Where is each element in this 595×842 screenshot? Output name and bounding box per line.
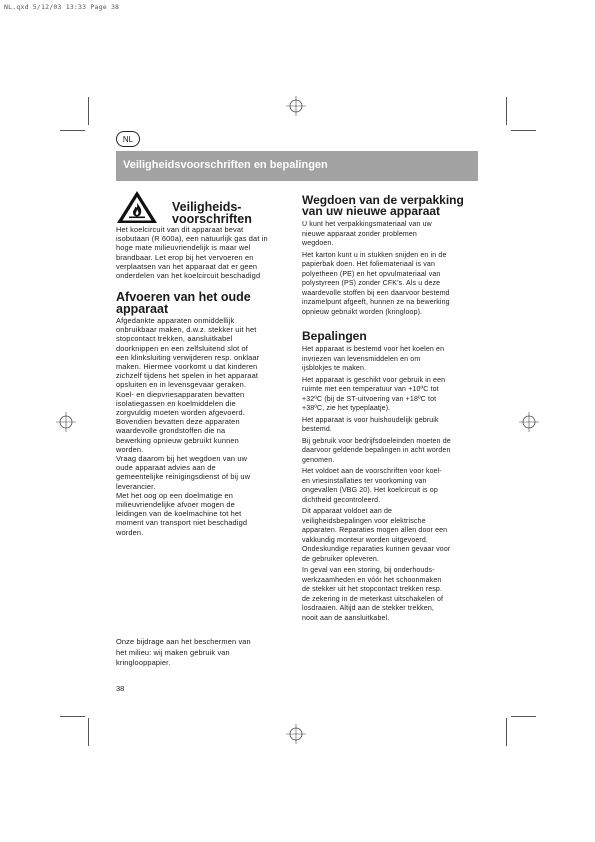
regulations-heading: Bepalingen bbox=[302, 329, 367, 343]
language-badge: NL bbox=[116, 131, 140, 147]
text-line: brandbaar. Let erop bij het vervoeren en bbox=[116, 252, 254, 262]
text-line: opsluiten en in levensgevaar geraken. bbox=[116, 380, 247, 390]
text-line: leverancier. bbox=[116, 481, 156, 491]
flammable-warning-icon bbox=[116, 190, 158, 224]
text-line: en vriesinstallaties ter voorkoming van bbox=[302, 477, 427, 485]
paragraph bbox=[302, 566, 482, 623]
text-line: doorknippen en een zelfsluitend slot of bbox=[116, 343, 248, 353]
text-line: ongevallen (VBG 20). Het koelcircuit is op bbox=[302, 487, 438, 494]
disposal-heading-line: Afvoeren van het oude bbox=[116, 290, 251, 304]
text-line: maken. Hiermee voorkomt u dat kinderen bbox=[116, 362, 258, 372]
text-line: daarvoor geldende bepalingen in acht worden bbox=[302, 447, 451, 454]
text-line: Dit apparaat voldoet aan de bbox=[302, 508, 393, 515]
text-line: Bovendien bevatten deze apparaten bbox=[116, 417, 240, 427]
crop-mark bbox=[60, 130, 85, 131]
text-line: nooit aan de aansluitkabel. bbox=[302, 614, 390, 622]
text-line: vakkundig monteur worden uitgevoerd. bbox=[302, 536, 429, 544]
paragraph bbox=[302, 507, 482, 564]
paragraph bbox=[302, 251, 482, 318]
text-line: wegdoen. bbox=[302, 240, 334, 247]
crop-mark bbox=[60, 716, 85, 717]
banner-title: Veiligheidsvoorschriften en bepalingen bbox=[123, 159, 328, 171]
text-line: Met het oog op een doelmatige en bbox=[116, 490, 233, 500]
text-line: losdraaien. Altijd aan de stekker trekken, bbox=[302, 605, 434, 612]
packaging-heading-line: van uw nieuwe apparaat bbox=[302, 204, 441, 218]
text-line: nieuwe apparaat zonder problemen bbox=[302, 230, 417, 238]
text-line: invriezen van levensmiddelen en om bbox=[302, 355, 421, 363]
text-line: Koel- en diepvriesapparaten bevatten bbox=[116, 389, 245, 399]
paragraph bbox=[302, 345, 482, 374]
safety-text bbox=[116, 225, 296, 280]
text-line: Het apparaat is geschikt voor gebruik in een bbox=[302, 376, 446, 384]
text-line: moment van transport niet beschadigd bbox=[116, 518, 248, 528]
environment-note bbox=[116, 637, 296, 669]
crop-mark bbox=[511, 716, 536, 717]
text-line: de gebruiker opleveren. bbox=[302, 555, 379, 563]
crop-mark bbox=[88, 718, 89, 746]
text-line: Het apparaat is voor huishoudelijk gebruik bbox=[302, 416, 439, 424]
text-line: genomen. bbox=[302, 456, 335, 464]
text-line: een klinksluiting verwijderen resp. onklaar bbox=[116, 352, 260, 362]
text-line: onderdelen van het koelcircuit beschadigd bbox=[116, 271, 261, 281]
crop-mark bbox=[511, 130, 536, 131]
text-line: worden. bbox=[116, 527, 144, 537]
text-line: worden. bbox=[116, 444, 144, 454]
paragraph bbox=[302, 467, 482, 505]
text-line: papierbak doen. Het foliemateriaal is van bbox=[302, 261, 436, 268]
text-line: bestemd. bbox=[302, 426, 332, 433]
text-line: isolatiegassen en koelmiddelen die bbox=[116, 398, 236, 408]
text-line: isobutaan (R 600a), een natuurlijk gas dat in bbox=[116, 234, 268, 244]
text-line: zichzelf tijdens het spelen in het apparaat bbox=[116, 371, 259, 381]
text-line: hoge mate milieuvriendelijk is maar wel bbox=[116, 243, 251, 253]
disposal-text bbox=[116, 316, 296, 537]
text-line: inzamelpunt afgeeft, hunnen ze na bewerking bbox=[302, 299, 450, 306]
text-line: Het karton kunt u in stukken snijden en in de bbox=[302, 251, 447, 259]
text-line: +38ºC, zie het typeplaatje). bbox=[302, 405, 391, 412]
text-line: apparaten. Reparaties mogen allen door een bbox=[302, 527, 448, 534]
text-line: het milieu: wij maken gebruik van bbox=[116, 647, 230, 657]
text-line: +32ºC (bij de ST-uitvoering van +18ºC tot bbox=[302, 395, 437, 403]
text-line: kringlooppapier. bbox=[116, 658, 171, 667]
registration-mark-icon bbox=[519, 412, 539, 432]
text-line: gemeentelijke reinigingsdienst of bij uw bbox=[116, 472, 251, 482]
safety-heading-line: Veiligheids- bbox=[172, 200, 242, 214]
crop-mark bbox=[88, 97, 89, 125]
packaging-heading bbox=[302, 195, 464, 217]
text-line: bewerking opnieuw gebruikt kunnen bbox=[116, 435, 239, 445]
text-line: ruimte met een temperatuur van +10ºC tot bbox=[302, 386, 439, 393]
text-line: U kunt het verpakkingsmateriaal van uw bbox=[302, 221, 432, 228]
text-line: Het voldoet aan de voorschriften voor koel- bbox=[302, 468, 442, 475]
text-line: In geval van een storing, bij onderhouds- bbox=[302, 567, 435, 574]
registration-mark-icon bbox=[286, 96, 306, 116]
text-line: Bij gebruik voor bedrijfsdoeleinden moeten de bbox=[302, 437, 451, 445]
text-line: waardevolle grondstoffen die na bbox=[116, 426, 226, 436]
text-line: de stekker uit het stopcontact trekken resp. bbox=[302, 586, 443, 593]
text-line: ijsblokjes te maken. bbox=[302, 365, 367, 372]
registration-mark-icon bbox=[56, 412, 76, 432]
text-line: polystyreen (PS) zonder CFK's. Als u deze bbox=[302, 280, 441, 287]
text-line: opnieuw gebruikt worden (kringloop). bbox=[302, 308, 423, 316]
text-line: Afgedankte apparaten onmiddellijk bbox=[116, 316, 235, 325]
text-line: milieuvriendelijke afvoer mogen de bbox=[116, 500, 235, 510]
registration-mark-icon bbox=[286, 724, 306, 744]
text-line: polyetheen (PE) en het opvulmateriaal van bbox=[302, 270, 441, 278]
regulations-text bbox=[302, 345, 482, 623]
crop-mark bbox=[506, 718, 507, 746]
disposal-heading bbox=[116, 291, 251, 315]
text-line: verplaatsen van het apparaat dat er geen bbox=[116, 261, 258, 271]
text-line: onbruikbaar maken, d.w.z. stekker uit het bbox=[116, 325, 257, 335]
text-line: zorgvuldig moeten worden afgevoerd. bbox=[116, 408, 245, 418]
paragraph bbox=[302, 416, 482, 435]
text-line: Vraag daarom bij het wegdoen van uw bbox=[116, 454, 248, 464]
print-slug: NL.qxd 5/12/03 13:33 Page 38 bbox=[4, 3, 120, 11]
text-line: Onze bijdrage aan het beschermen van bbox=[116, 637, 251, 646]
paragraph bbox=[302, 220, 482, 249]
text-line: waardevolle stoffen bij een daarvoor bestemd bbox=[302, 289, 450, 297]
text-line: oude apparaat advies aan de bbox=[116, 463, 216, 473]
disposal-heading-line: apparaat bbox=[116, 302, 169, 316]
text-line: Ondeskundige reparaties kunnen gevaar voor bbox=[302, 546, 451, 553]
text-line: leidingen van de koelmachine tot het bbox=[116, 509, 242, 519]
text-line: Het koelcircuit van dit apparaat bevat bbox=[116, 225, 244, 234]
text-line: veiligheidsbepalingen voor elektrische bbox=[302, 517, 426, 525]
text-line: dichtheid gecontroleerd. bbox=[302, 496, 381, 504]
safety-heading-line: voorschriften bbox=[172, 212, 252, 226]
crop-mark bbox=[506, 97, 507, 125]
paragraph bbox=[302, 437, 482, 466]
packaging-text bbox=[302, 220, 482, 317]
text-line: stopcontact trekken, aansluitkabel bbox=[116, 334, 233, 344]
packaging-heading-line: Wegdoen van de verpakking bbox=[302, 193, 464, 207]
page-number: 38 bbox=[116, 684, 125, 693]
safety-heading bbox=[172, 201, 252, 225]
text-line: Het apparaat is bestemd voor het koelen en bbox=[302, 346, 445, 353]
paragraph bbox=[302, 376, 482, 414]
text-line: de zekering in de meterkast uitschakelen of bbox=[302, 595, 444, 603]
text-line: werkzaamheden en vóór het schoonmaken bbox=[302, 576, 442, 584]
section-banner bbox=[116, 151, 478, 181]
